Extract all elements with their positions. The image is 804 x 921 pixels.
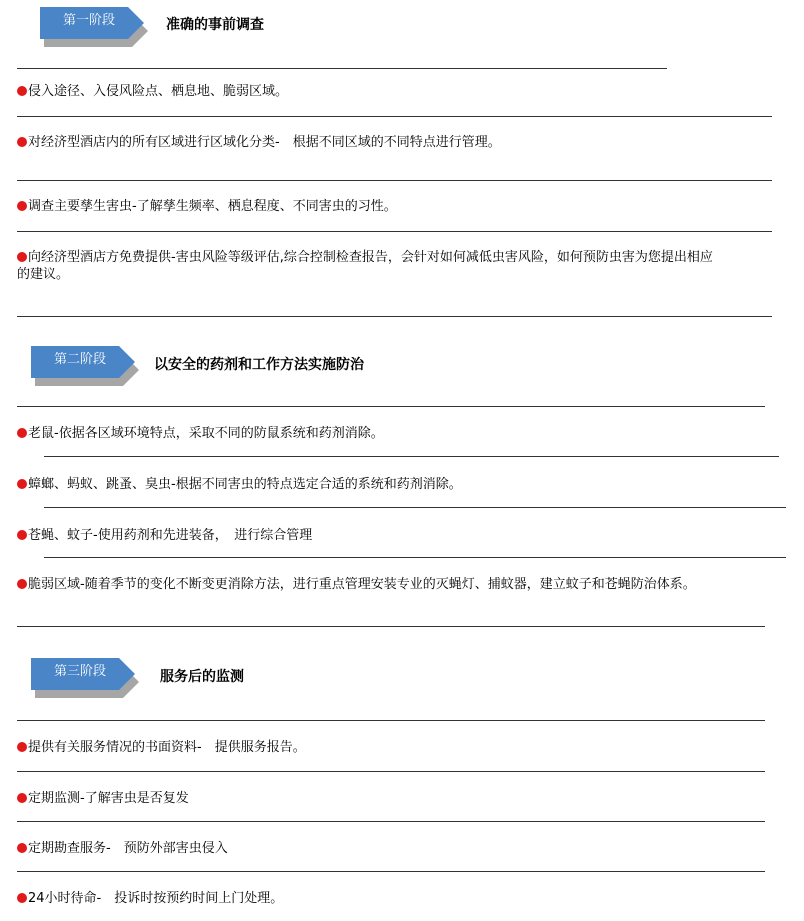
list-item: 脆弱区域-随着季节的变化不断变更消除方法，进行重点管理安装专业的灭蝇灯、捕蚊器，建立蚊子和苍蝇防治体系。 bbox=[17, 576, 739, 593]
list-item: 向经济型酒店方免费提供-害虫风险等级评估,综合控制检查报告，会针对如何减低虫害风险，如何预防虫害为您提出相应 的建议。 bbox=[17, 250, 713, 282]
stage-title-3: 服务后的监测 bbox=[160, 669, 244, 685]
bullet-icon bbox=[17, 530, 27, 540]
bullet-icon bbox=[17, 479, 27, 489]
divider bbox=[17, 821, 765, 822]
stage-badge-label: 第一阶段 bbox=[62, 13, 115, 28]
stage-badge-3 bbox=[31, 658, 141, 698]
stage-title-2: 以安全的药剂和工作方法实施防治 bbox=[154, 357, 364, 373]
divider bbox=[17, 68, 667, 69]
list-item: 对经济型酒店内的所有区域进行区域化分类- 根据不同区域的不同特点进行管理。 bbox=[17, 134, 501, 151]
stage-badge-label: 第二阶段 bbox=[53, 352, 106, 367]
bullet-icon bbox=[17, 252, 27, 262]
divider bbox=[17, 871, 765, 872]
bullet-icon bbox=[17, 201, 27, 211]
bullet-icon bbox=[17, 86, 27, 96]
divider bbox=[17, 316, 772, 317]
divider bbox=[17, 626, 765, 627]
divider bbox=[44, 456, 779, 457]
stage-badge-2 bbox=[31, 346, 141, 386]
stage-badge-label: 第三阶段 bbox=[53, 664, 106, 679]
divider bbox=[17, 180, 772, 181]
bullet-icon bbox=[17, 137, 27, 147]
divider bbox=[44, 557, 786, 558]
bullet-icon bbox=[17, 843, 27, 853]
divider bbox=[17, 771, 765, 772]
list-item: 调查主要孳生害虫-了解孳生频率、栖息程度、不同害虫的习性。 bbox=[17, 198, 397, 215]
bullet-icon bbox=[17, 742, 27, 752]
list-item: 定期勘查服务- 预防外部害虫侵入 bbox=[17, 840, 228, 857]
list-item: 老鼠-依据各区域环境特点，采取不同的防鼠系统和药剂消除。 bbox=[17, 425, 384, 442]
bullet-icon bbox=[17, 893, 27, 903]
bullet-icon bbox=[17, 579, 27, 589]
list-item: 侵入途径、入侵风险点、栖息地、脆弱区域。 bbox=[17, 83, 288, 100]
bullet-icon bbox=[17, 793, 27, 803]
divider bbox=[44, 507, 786, 508]
divider bbox=[17, 406, 765, 407]
divider bbox=[17, 231, 772, 232]
list-item: 提供有关服务情况的书面资料- 提供服务报告。 bbox=[17, 739, 306, 756]
list-item: 24小时待命- 投诉时按预约时间上门处理。 bbox=[17, 890, 283, 907]
divider bbox=[17, 720, 765, 721]
bullet-icon bbox=[17, 428, 27, 438]
stage-badge-1 bbox=[40, 7, 150, 47]
divider bbox=[17, 116, 772, 117]
list-item: 定期监测-了解害虫是否复发 bbox=[17, 790, 189, 807]
list-item: 苍蝇、蚊子-使用药剂和先进装备， 进行综合管理 bbox=[17, 527, 312, 544]
list-item: 蟑螂、蚂蚁、跳蚤、臭虫-根据不同害虫的特点选定合适的系统和药剂消除。 bbox=[17, 476, 462, 493]
stage-title-1: 准确的事前调查 bbox=[166, 17, 264, 33]
